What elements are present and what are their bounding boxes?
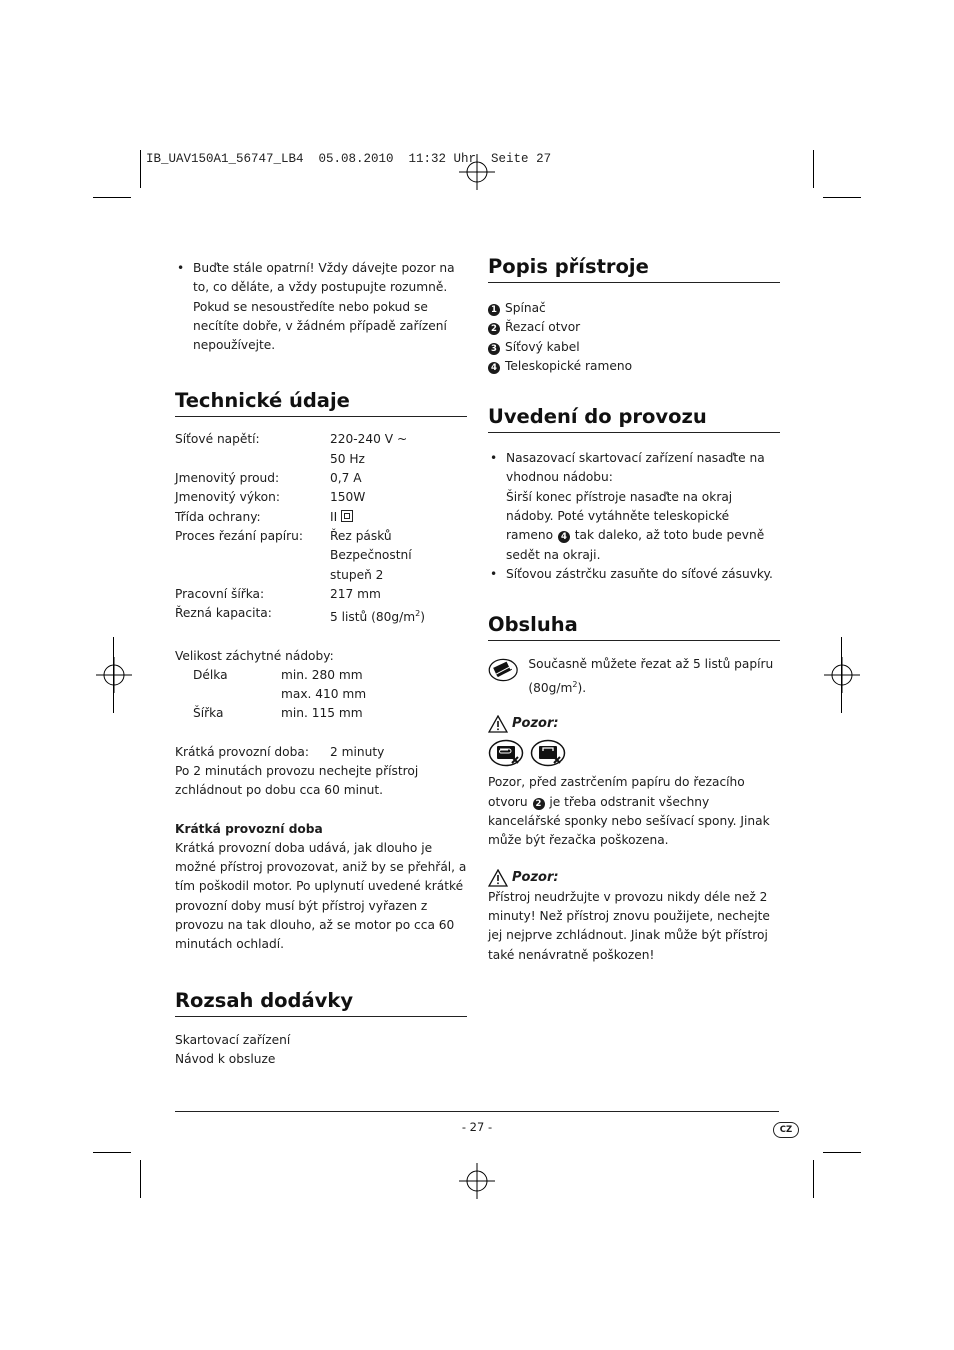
spec-table [175,430,467,627]
spec-value: 150W [330,490,366,505]
crop-mark [813,1160,814,1198]
list-item [488,299,780,318]
language-badge: CZ [773,1122,799,1138]
cooldown-text: Po 2 minutách provozu nechejte přístroj zchládnout po dobu cca 60 minut. [175,764,419,798]
footer-divider [175,1111,779,1112]
dim-key [193,685,281,704]
spec-key [175,566,330,585]
short-run-text: Krátká provozní doba udává, jak dlouho je možné přístroj provozovat, aniž by se přehřál, a tím poškodil motor. Po uplynutí uvedené krátké provozní doby musí být přístroj vyřazen z provozu na tak dlouho, až se motor po cca 60 minutách ochladí. [175,840,467,952]
warning-title: Pozor: [512,715,559,731]
dim-key: Šířka [193,706,224,721]
list-item: • Síťovou zástrčku zasuňte do síťové zásuvky. [488,565,780,584]
list-item [488,338,780,357]
registration-mark-icon [459,154,495,190]
setup-step-text: Širší konec přístroje nasaďte na okraj nádoby. Poté vytáhněte teleskopické rameno [506,489,733,543]
warning-2 [488,868,780,964]
technical-data-heading: Technické údaje [175,388,467,417]
warning-triangle-icon [488,715,508,733]
spec-value: 50 Hz [330,451,365,466]
warning-icons [488,739,780,767]
spec-value-protection [330,508,467,527]
superscript: 2 [415,609,421,619]
setup-bullets [488,449,780,584]
setup-heading: Uvedení do provozu [488,404,780,433]
warning-text: Přístroj neudržujte v provozu nikdy déle než 2 minuty! Než přístroj znovu použijete, nechejte jej nejprve zchládnout. Jinak může být přístroj také nenávratně poškozen! [488,889,770,962]
crop-mark [93,197,131,198]
capacity-text: 5 listů (80g/m [330,610,416,625]
protection-class-ii-icon [341,510,353,522]
warning-text-part: Pozor, před zastrčením papíru do řezacího otvoru [488,775,745,809]
spec-value: stupeň 2 [330,567,384,582]
part-number-badge: 2 [488,323,500,335]
part-number-badge: 3 [488,343,500,355]
crop-mark [93,1152,131,1153]
no-staples-icon [530,739,566,767]
part-number-badge: 4 [558,531,570,543]
capacity-text: Současně můžete řezat až 5 listů papíru (80g/m [528,657,774,695]
crop-mark [113,637,114,713]
warning-title-row [488,714,780,733]
warning-text [488,773,780,850]
list-item: • Buďte stále opatrní! Vždy dávejte pozor na to, co děláte, a vždy postupujte rozumně. Pokud se nesoustředíte nebo pokud se necítíte dobře, v žádném případě zařízení nepoužívejte. [175,259,467,355]
spec-key: Pracovní šířka: [175,586,265,601]
part-label: Teleskopické rameno [505,358,633,373]
spec-key: Třída ochrany: [175,509,261,524]
warning-1 [488,714,780,850]
warning-text-part: je třeba odstranit všechny kancelářské sponky nebo sešívací spony. Jinak může být řezačka poškozena. [488,794,770,848]
dim-value: min. 280 mm [281,667,363,682]
crop-mark [823,1152,861,1153]
list-item [488,357,780,376]
delivery-list [175,1031,467,1070]
part-label: Spínač [505,301,546,315]
spec-key: Krátká provozní doba: [175,744,309,759]
crop-mark [813,150,814,188]
crop-mark [140,150,141,188]
part-number-badge: 1 [488,304,500,316]
capacity-note-text [528,655,780,698]
spec-value: 2 minuty [330,744,385,759]
list-item [488,318,780,337]
registration-mark-icon [96,657,132,693]
spec-key: Jmenovitý výkon: [175,490,280,505]
warning-title-row [488,868,780,887]
list-item: Návod k obsluze [175,1051,276,1066]
part-label: Řezací otvor [505,320,581,335]
spec-key [175,450,330,469]
capacity-close: ). [577,680,587,695]
spec-value: 217 mm [330,586,381,601]
superscript: 2 [572,679,578,689]
crop-mark [841,637,842,713]
intro-bullets [175,259,467,355]
spec-value: Řez pásků Bezpečnostní [330,528,412,563]
setup-step-detail [506,488,780,565]
setup-step-text: • Nasazovací skartovací zařízení nasaďte na vhodnou nádobu: [506,451,765,485]
parts-list [488,299,780,376]
warning-triangle-icon [488,869,508,887]
spec-value: 220-240 V ~ [330,432,408,447]
short-run-row [175,743,467,762]
registration-mark-icon [459,1163,495,1199]
container-dims [175,666,467,724]
short-run-title: Krátká provozní doba [175,821,323,836]
right-column [488,254,780,965]
part-number-badge: 4 [488,362,500,374]
part-label: Síťový kabel [505,339,580,354]
crop-mark [140,1160,141,1198]
spec-key: Řezná kapacita: [175,606,272,621]
spec-value: 0,7 A [330,471,362,486]
setup-step-text: tak daleko, až toto bude pevně sedět na okraji. [506,528,765,562]
registration-mark-icon [824,657,860,693]
spec-key: Jmenovitý proud: [175,471,280,486]
capacity-note [488,655,780,698]
spec-key: Síťové napětí: [175,432,260,447]
print-header: IB_UAV150A1_56747_LB4 05.08.2010 11:32 Uhr Seite 27 [146,152,552,166]
list-item: Skartovací zařízení [175,1032,291,1047]
capacity-close: ) [420,610,425,625]
warning-title: Pozor: [512,870,559,886]
spec-key: Proces řezání papíru: [175,528,304,543]
device-description-heading: Popis přístroje [488,254,780,283]
container-size-label: Velikost záchytné nádoby: [175,648,334,663]
no-paper-clips-icon [488,739,524,767]
operation-heading: Obsluha [488,612,780,641]
dim-value: min. 115 mm [281,706,363,721]
protection-class-value: II [330,509,338,524]
delivery-heading: Rozsah dodávky [175,988,467,1017]
spec-value-capacity [330,604,467,627]
paper-shredder-icon [488,655,518,685]
left-column [175,259,467,1069]
page-number: - 27 - [461,1120,493,1134]
crop-mark [823,197,861,198]
dim-value: max. 410 mm [281,687,367,702]
list-item [488,449,780,565]
part-number-badge: 2 [533,798,545,810]
dim-key: Délka [193,667,228,682]
